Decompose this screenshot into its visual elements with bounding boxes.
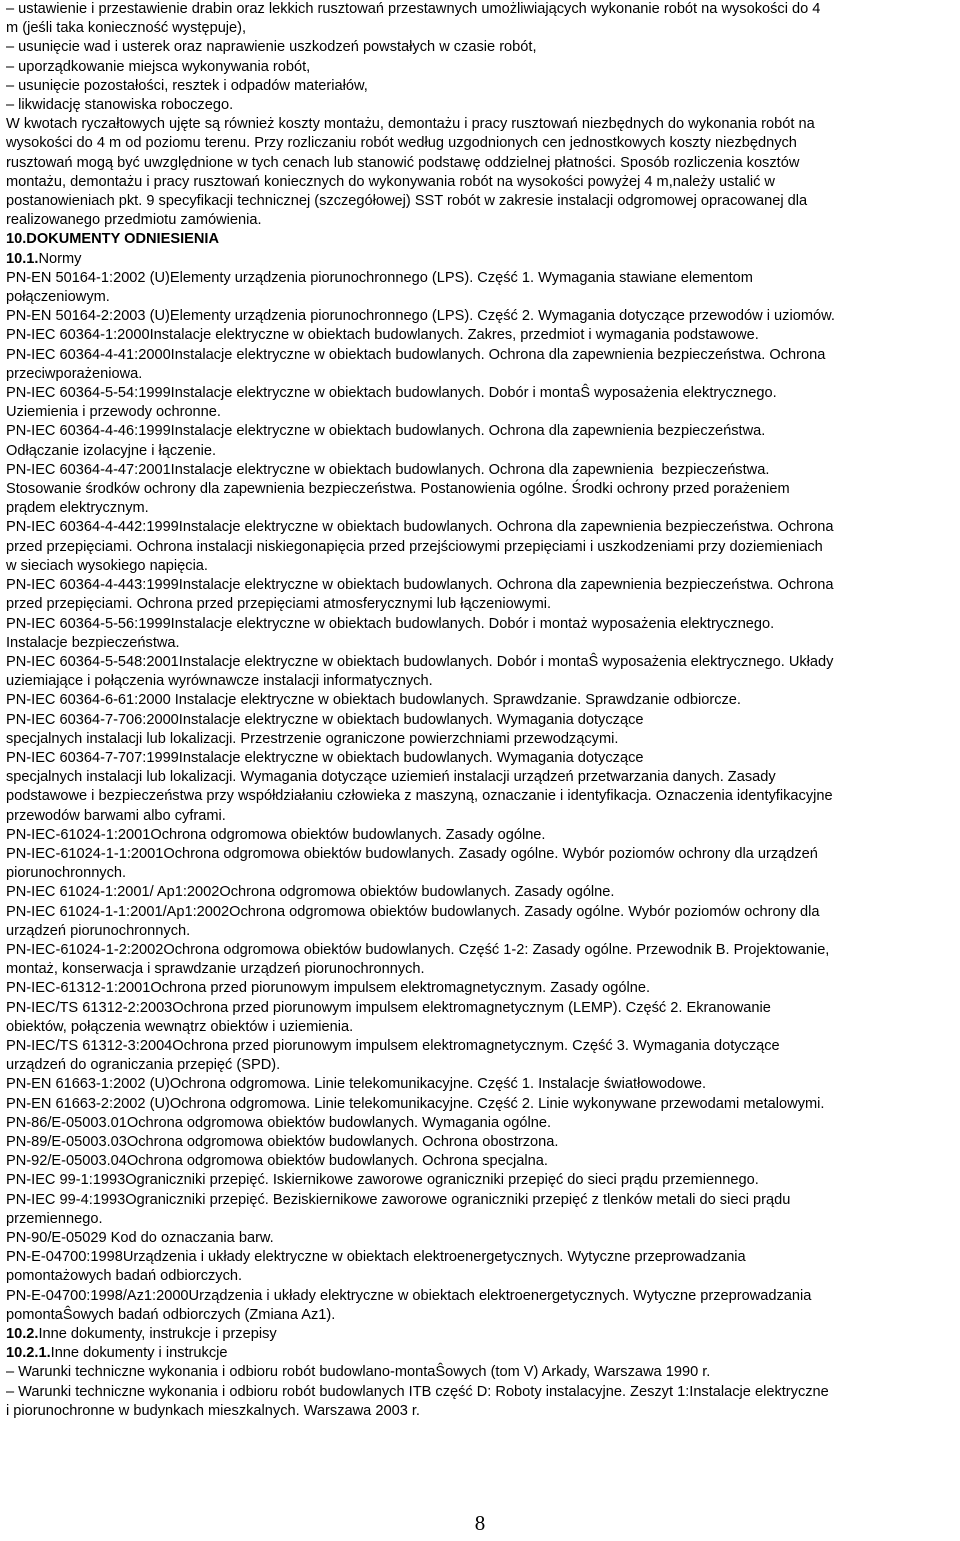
text-line: i piorunochronne w budynkach mieszkalnych. Warszawa 2003 r.	[6, 1402, 420, 1419]
text-line: PN-IEC 60364-7-707:1999Instalacje elektryczne w obiektach budowlanych. Wymagania dotyczące	[6, 749, 644, 766]
text-line: – likwidację stanowiska roboczego.	[6, 97, 234, 114]
text-line: PN-E-04700:1998/Az1:2000Urządzenia i układy elektryczne w obiektach elektroenergetycznych. Wytyczne przeprowadzania	[6, 1287, 812, 1304]
text-line: PN-IEC 99-1:1993Ograniczniki przepięć. Iskiernikowe zaworowe ograniczniki przepięć do sieci prądu przemiennego.	[6, 1172, 759, 1189]
section-heading: 10.DOKUMENTY ODNIESIENIA	[6, 231, 219, 248]
text-line: – uporządkowanie miejsca wykonywania robót,	[6, 58, 311, 75]
text-line: piorunochronnych.	[6, 865, 127, 882]
text-line: PN-86/E-05003.01Ochrona odgromowa obiektów budowlanych. Wymagania ogólne.	[6, 1114, 552, 1131]
text-line: Instalacje bezpieczeństwa.	[6, 634, 180, 651]
text-line: Stosowanie środków ochrony dla zapewnienia bezpieczeństwa. Postanowienia ogólne. Środki ochrony przed porażeniem	[6, 481, 790, 498]
section-number: 10.2.1.	[6, 1345, 51, 1362]
text-line: urządzeń do ograniczania przepięć (SPD).	[6, 1057, 281, 1074]
text-line: – Warunki techniczne wykonania i odbioru robót budowlanych ITB część D: Roboty instalacyjne. Zeszyt 1:Instalacje elektryczne	[6, 1383, 829, 1400]
text-line: PN-IEC/TS 61312-2:2003Ochrona przed piorunowym impulsem elektromagnetycznym (LEMP). Część 2. Ekranowanie	[6, 999, 771, 1016]
text-line: pomontażowych badań odbiorczych.	[6, 1268, 243, 1285]
text-line: PN-92/E-05003.04Ochrona odgromowa obiektów budowlanych. Ochrona specjalna.	[6, 1153, 548, 1170]
section-title: Inne dokumenty i instrukcje	[50, 1345, 228, 1362]
text-line: przeciwporażeniowa.	[6, 365, 143, 382]
text-line: PN-EN 50164-2:2003 (U)Elementy urządzenia piorunochronnego (LPS). Część 2. Wymagania dotyczące przewodów i uziomów.	[6, 308, 835, 325]
text-line: PN-IEC 61024-1:2001/ Ap1:2002Ochrona odgromowa obiektów budowlanych. Zasady ogólne.	[6, 884, 615, 901]
text-line: PN-IEC 60364-5-54:1999Instalacje elektryczne w obiektach budowlanych. Dobór i montaŜ wyposażenia elektrycznego.	[6, 385, 777, 402]
text-line: podstawowe i bezpieczeństwa przy współdziałaniu człowieka z maszyną, oznaczanie i identyfikacja. Oznaczenia identyfikacyjne	[6, 788, 833, 805]
subsection-heading	[6, 1325, 954, 1344]
text-line: uziemiające i połączenia wyrównawcze instalacji informatycznych.	[6, 673, 433, 690]
text-line: PN-IEC 99-4:1993Ograniczniki przepięć. Beziskiernikowe zaworowe ograniczniki przepięć z tlenków metali do sieci prądu	[6, 1191, 791, 1208]
text-line: PN-IEC-61024-1-1:2001Ochrona odgromowa obiektów budowlanych. Zasady ogólne. Wybór poziomów ochrony dla urządzeń	[6, 845, 818, 862]
text-line: PN-IEC 60364-4-443:1999Instalacje elektryczne w obiektach budowlanych. Ochrona dla zapewnienia bezpieczeństwa. Ochrona	[6, 577, 834, 594]
text-line: – usunięcie pozostałości, resztek i odpadów materiałów,	[6, 77, 368, 94]
section-title: Inne dokumenty, instrukcje i przepisy	[38, 1326, 277, 1343]
text-line: PN-IEC-61312-1:2001Ochrona przed piorunowym impulsem elektromagnetycznym. Zasady ogólne.	[6, 980, 651, 997]
text-line: – ustawienie i przestawienie drabin oraz lekkich rusztowań przestawnych umożliwiających wykonanie robót na wysokości do 4	[6, 1, 821, 17]
text-line: W kwotach ryczałtowych ujęte są również koszty montażu, demontażu i pracy rusztowań niezbędnych do wykonania robót na	[6, 116, 815, 133]
text-line: PN-IEC-61024-1-2:2002Ochrona odgromowa obiektów budowlanych. Część 1-2: Zasady ogólne. Przewodnik B. Projektowanie,	[6, 941, 830, 958]
text-line: specjalnych instalacji lub lokalizacji. Przestrzenie ograniczone powierzchniami przewodzącymi.	[6, 730, 619, 747]
text-line: PN-IEC 60364-4-46:1999Instalacje elektryczne w obiektach budowlanych. Ochrona dla zapewnienia bezpieczeństwa.	[6, 423, 766, 440]
text-line: PN-EN 61663-2:2002 (U)Ochrona odgromowa. Linie telekomunikacyjne. Część 2. Linie wykonywane przewodami metalowymi.	[6, 1095, 825, 1112]
text-line: przewodów barwami albo cyframi.	[6, 807, 226, 824]
subsection-heading	[6, 250, 954, 269]
text-line: obiektów, połączenia wewnątrz obiektów i uziemienia.	[6, 1018, 354, 1035]
section-number: 10.2.	[6, 1326, 39, 1343]
text-line: PN-IEC 60364-5-548:2001Instalacje elektryczne w obiektach budowlanych. Dobór i montaŜ wyposażenia elektrycznego. Układy	[6, 653, 834, 670]
section-number: 10.1.	[6, 250, 39, 267]
text-line: przed przepięciami. Ochrona przed przepięciami atmosferycznymi lub łączeniowymi.	[6, 596, 552, 613]
text-line: – Warunki techniczne wykonania i odbioru robót budowlano-montaŜowych (tom V) Arkady, Warszawa 1990 r.	[6, 1364, 711, 1381]
text-line: PN-90/E-05029 Kod do oznaczania barw.	[6, 1230, 274, 1246]
subsection-heading	[6, 1344, 954, 1363]
text-line: rusztowań mogą być uwzględnione w tych cenach lub stanowić podstawę oddzielnej płatności. Sposób rozliczenia kosztów	[6, 154, 800, 171]
text-line: PN-IEC/TS 61312-3:2004Ochrona przed piorunowym impulsem elektromagnetycznym. Część 3. Wymagania dotyczące	[6, 1037, 780, 1054]
text-line: połączeniowym.	[6, 289, 110, 306]
text-line: – usunięcie wad i usterek oraz naprawienie uszkodzeń powstałych w czasie robót,	[6, 39, 537, 56]
text-line: w sieciach wysokiego napięcia.	[6, 557, 208, 574]
text-line: PN-IEC 60364-1:2000Instalacje elektryczne w obiektach budowlanych. Zakres, przedmiot i wymagania podstawowe.	[6, 327, 759, 344]
text-line: prądem elektrycznym.	[6, 500, 149, 517]
text-line: PN-IEC-61024-1:2001Ochrona odgromowa obiektów budowlanych. Zasady ogólne.	[6, 826, 546, 843]
text-line: PN-IEC 60364-6-61:2000 Instalacje elektryczne w obiektach budowlanych. Sprawdzanie. Sprawdzanie odbiorcze.	[6, 692, 741, 709]
text-line: montaż, konserwacja i sprawdzanie urządzeń piorunochronnych.	[6, 961, 425, 978]
text-line: PN-IEC 60364-4-442:1999Instalacje elektryczne w obiektach budowlanych. Ochrona dla zapewnienia bezpieczeństwa. Ochrona	[6, 519, 834, 536]
text-line: PN-IEC 61024-1-1:2001/Ap1:2002Ochrona odgromowa obiektów budowlanych. Zasady ogólne. Wybór poziomów ochrony dla	[6, 903, 820, 920]
text-line: m (jeśli taka konieczność występuje),	[6, 20, 247, 37]
text-line: PN-EN 61663-1:2002 (U)Ochrona odgromowa. Linie telekomunikacyjne. Część 1. Instalacje światłowodowe.	[6, 1076, 707, 1093]
document-body	[6, 0, 954, 1421]
text-line: Uziemienia i przewody ochronne.	[6, 404, 221, 421]
text-line: montażu, demontażu i pracy rusztowań koniecznych do wykonywania robót na wysokości powyżej 4 m,należy ustalić w	[6, 173, 775, 190]
text-line: PN-IEC 60364-4-47:2001Instalacje elektryczne w obiektach budowlanych. Ochrona dla zapewnienia bezpieczeństwa.	[6, 461, 770, 478]
text-line: przed przepięciami. Ochrona instalacji niskiegonapięcia przed przejściowymi przepięciami i uszkodzeniami przy doziemieniach	[6, 538, 823, 555]
text-line: PN-89/E-05003.03Ochrona odgromowa obiektów budowlanych. Ochrona obostrzona.	[6, 1133, 559, 1150]
text-line: specjalnych instalacji lub lokalizacji. Wymagania dotyczące uziemień instalacji urządzeń przetwarzania danych. Zasady	[6, 769, 776, 786]
text-line: PN-IEC 60364-5-56:1999Instalacje elektryczne w obiektach budowlanych. Dobór i montaż wyposażenia elektrycznego.	[6, 615, 775, 632]
text-line: wysokości do 4 m od poziomu terenu. Przy rozliczaniu robót według uzgodnionych cen jednostkowych koszty niezbędnych	[6, 135, 797, 152]
text-line: postanowieniach pkt. 9 specyfikacji technicznej (szczegółowej) SST robót w zakresie instalacji odgromowej opracowanej dla	[6, 193, 808, 210]
text-line: pomontaŜowych badań odbiorczych (Zmiana Az1).	[6, 1306, 336, 1323]
section-title: Normy	[38, 250, 82, 267]
text-line: PN-EN 50164-1:2002 (U)Elementy urządzenia piorunochronnego (LPS). Część 1. Wymagania stawiane elementom	[6, 269, 753, 286]
page-number: 8	[474, 1511, 486, 1535]
text-line: przemiennego.	[6, 1210, 103, 1227]
text-line: PN-E-04700:1998Urządzenia i układy elektryczne w obiektach elektroenergetycznych. Wytyczne przeprowadzania	[6, 1249, 746, 1266]
text-line: Odłączanie izolacyjne i łączenie.	[6, 442, 217, 459]
text-line: realizowanego przedmiotu zamówienia.	[6, 212, 262, 229]
text-line: PN-IEC 60364-7-706:2000Instalacje elektryczne w obiektach budowlanych. Wymagania dotyczące	[6, 711, 644, 728]
text-line: PN-IEC 60364-4-41:2000Instalacje elektryczne w obiektach budowlanych. Ochrona dla zapewnienia bezpieczeństwa. Ochrona	[6, 346, 826, 363]
text-line: urządzeń piorunochronnych.	[6, 922, 191, 939]
